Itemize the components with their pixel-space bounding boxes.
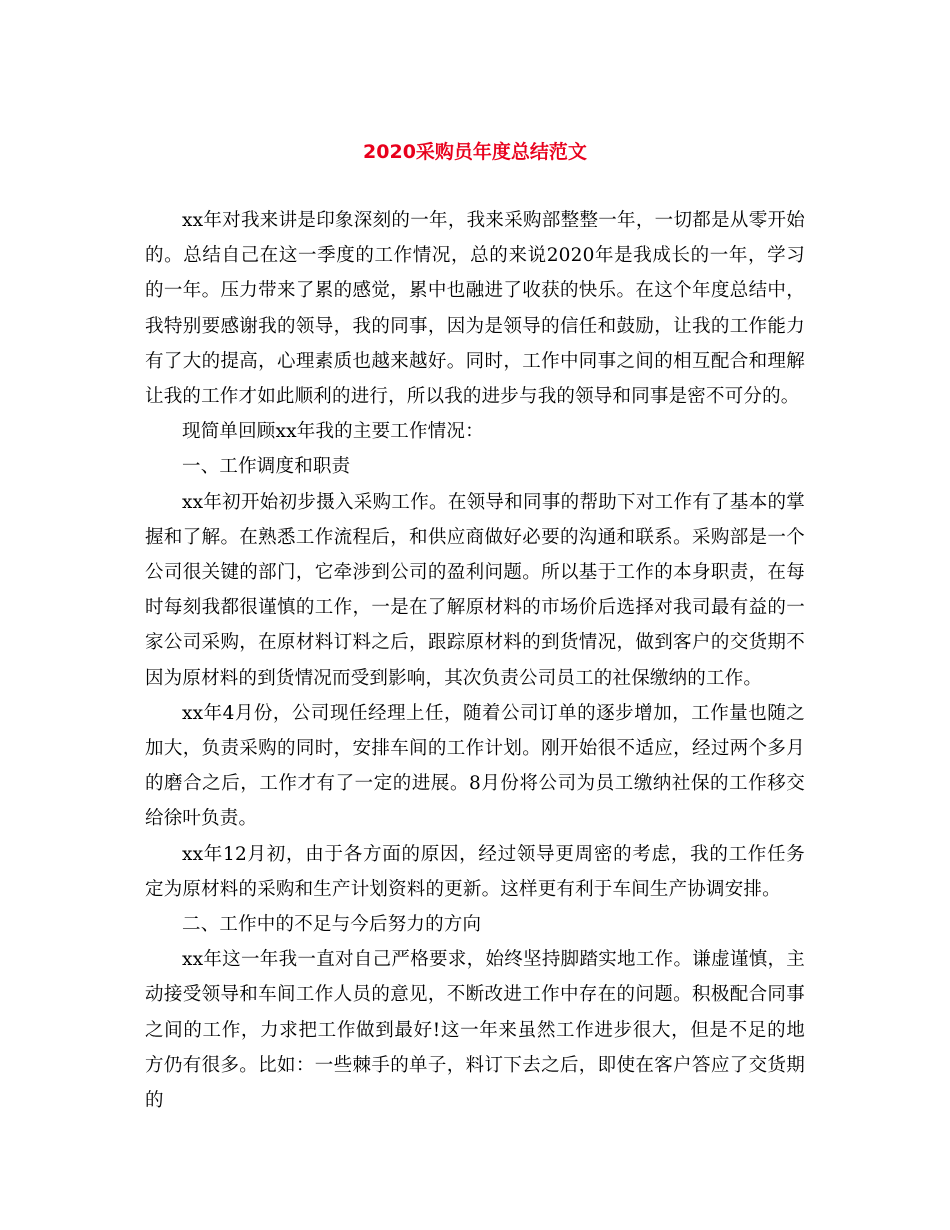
document-title: 2020采购员年度总结范文: [363, 141, 587, 163]
paragraph-self-review: xx年这一年我一直对自己严格要求，始终坚持脚踏实地工作。谦虚谨慎，主动接受领导和车间工作人员的意见，不断改进工作中存在的问题。积极配合同事之间的工作，力求把工作做到最好!这一年来虽然工作进步很大，但是不足的地方仍有很多。比如：一些棘手的单子，料订下去之后，即使在客户答应了交货期的: [145, 949, 805, 1112]
paragraph-review-lead: 现简单回顾xx年我的主要工作情况：: [182, 421, 484, 443]
paragraph-december: xx年12月初，由于各方面的原因，经过领导更周密的考虑，我的工作任务定为原材料的采购和生产计划资料的更新。这样更有利于车间生产协调安排。: [145, 843, 805, 900]
section-heading-duties: 一、工作调度和职责: [182, 456, 351, 478]
paragraph-early-year: xx年初开始初步摄入采购工作。在领导和同事的帮助下对工作有了基本的掌握和了解。在熟悉工作流程后，和供应商做好必要的沟通和联系。采购部是一个公司很关键的部门，它牵涉到公司的盈利问题。所以基于工作的本身职责，在每时每刻我都很谨慎的工作，一是在了解原材料的市场价后选择对我司最有益的一家公司采购，在原材料订料之后，跟踪原材料的到货情况，做到客户的交货期不因为原材料的到货情况而受到影响，其次负责公司员工的社保缴纳的工作。: [145, 491, 805, 689]
document-body: [145, 203, 805, 1118]
paragraph-april: xx年4月份，公司现任经理上任，随着公司订单的逐步增加，工作量也随之加大，负责采购的同时，安排车间的工作计划。刚开始很不适应，经过两个多月的磨合之后，工作才有了一定的进展。8月份将公司为员工缴纳社保的工作移交给徐叶负责。: [145, 702, 805, 830]
section-heading-shortcomings: 二、工作中的不足与今后努力的方向: [182, 914, 482, 936]
paragraph-intro: xx年对我来讲是印象深刻的一年，我来采购部整整一年，一切都是从零开始的。总结自己在这一季度的工作情况，总的来说2020年是我成长的一年，学习的一年。压力带来了累的感觉，累中也融进了收获的快乐。在这个年度总结中，我特别要感谢我的领导，我的同事，因为是领导的信任和鼓励，让我的工作能力有了大的提高，心理素质也越来越好。同时，工作中同事之间的相互配合和理解让我的工作才如此顺利的进行，所以我的进步与我的领导和同事是密不可分的。: [145, 210, 805, 408]
